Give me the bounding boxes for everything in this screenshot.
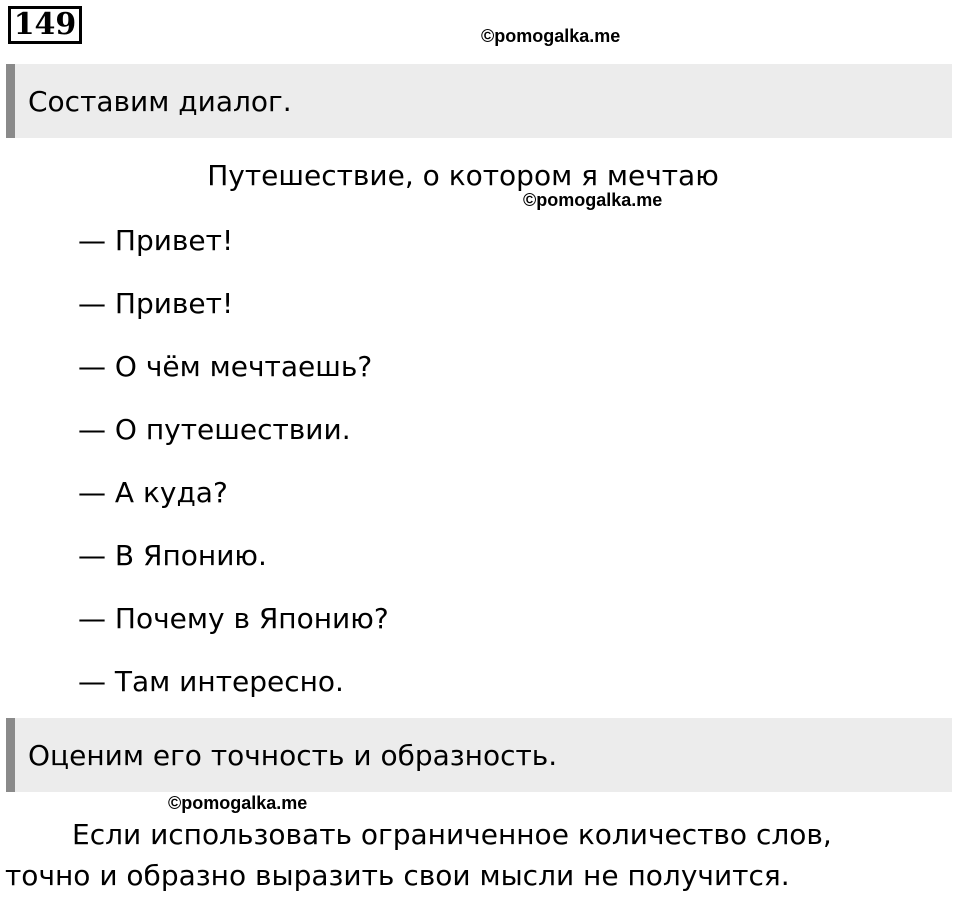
- section-heading-bar: [6, 718, 952, 792]
- section-heading-text: Оценим его точность и образность.: [28, 739, 558, 772]
- answer-line: точно и образно выразить свои мысли не получится.: [5, 859, 790, 892]
- dialog-line: — А куда?: [78, 476, 228, 509]
- dialog-line: — О путешествии.: [78, 413, 351, 446]
- answer-paragraph: [5, 814, 945, 896]
- answer-line: Если использовать ограниченное количество слов,: [72, 818, 832, 851]
- section-heading-text: Составим диалог.: [28, 85, 292, 118]
- dialog-line: — Привет!: [78, 224, 234, 257]
- watermark: ©pomogalka.me: [523, 190, 663, 210]
- task-number-badge: 149: [8, 6, 82, 44]
- dialog-line: — В Японию.: [78, 539, 267, 572]
- watermark: ©pomogalka.me: [168, 793, 308, 813]
- dialog-line: — Привет!: [78, 287, 234, 320]
- section-heading-bar: [6, 64, 952, 138]
- dialog-title: Путешествие, о котором я мечтаю: [207, 159, 719, 192]
- dialog-line: — Почему в Японию?: [78, 602, 389, 635]
- dialog-line: — Там интересно.: [78, 665, 344, 698]
- dialog-list: [78, 222, 389, 726]
- dialog-line: — О чём мечтаешь?: [78, 350, 373, 383]
- watermark: ©pomogalka.me: [481, 26, 621, 46]
